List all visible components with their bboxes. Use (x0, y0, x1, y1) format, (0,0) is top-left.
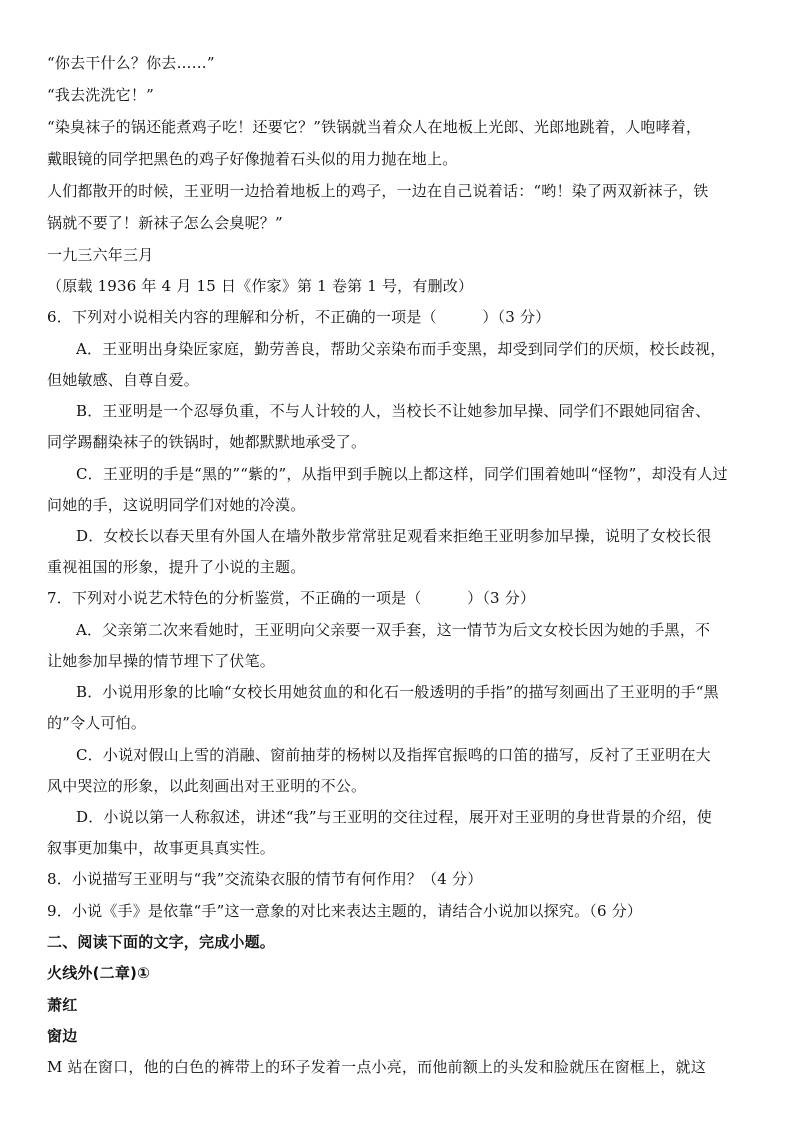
paragraph-line: “染臭袜子的锅还能煮鸡子吃！还要它？”铁锅就当着众人在地板上光郎、光郎地跳着，人咆哮着， (47, 118, 702, 136)
option-a: A．王亚明出身染匠家庭，勤劳善良，帮助父亲染布而手变黑，却受到同学们的厌烦，校长歧视， (76, 340, 726, 358)
option-d-cont: 重视祖国的形象，提升了小说的主题。 (47, 558, 306, 576)
option-a: A．父亲第二次来看她时，王亚明向父亲要一双手套，这一情节为后文女校长因为她的手黑，不 (76, 621, 711, 639)
question-9: 9．小说《手》是依靠“手”这一意象的对比来表达主题的，请结合小说加以探究。（6 分） (47, 902, 643, 920)
story-title: 火线外(二章)① (47, 964, 151, 982)
section-heading: 二、阅读下面的文字，完成小题。 (47, 933, 276, 951)
question-8: 8．小说描写王亚明与“我”交流染衣服的情节有何作用？（4 分） (47, 870, 483, 888)
option-d: D．小说以第一人称叙述，讲述“我”与王亚明的交往过程，展开对王亚明的身世背景的介绍，使 (76, 808, 712, 826)
paragraph-line: 戴眼镜的同学把黑色的鸡子好像抛着石头似的用力抛在地上。 (47, 150, 458, 168)
option-a-cont: 让她参加早操的情节埋下了伏笔。 (47, 652, 276, 670)
option-b-cont: 的”令人可怕。 (47, 714, 147, 732)
option-b: B．小说用形象的比喻“女校长用她贫血的和化石一般透明的手指”的描写刻画出了王亚明的手“黑 (76, 683, 719, 701)
option-b-cont: 同学踢翻染袜子的铁锅时，她都默默地承受了。 (47, 433, 367, 451)
question-6-stem: 6．下列对小说相关内容的理解和分析，不正确的一项是（ ）（3 分） (47, 308, 551, 326)
option-c-cont: 问她的手，这说明同学们对她的冷漠。 (47, 496, 306, 514)
dialogue-line: “你去干什么？你去……” (47, 54, 215, 72)
option-c: C．王亚明的手是“黑的”“紫的”，从指甲到手腕以上都这样，同学们围着她叫“怪物”，却没有人过 (76, 465, 728, 483)
paragraph-line: 人们都散开的时候，王亚明一边拾着地板上的鸡子，一边在自己说着话：“哟！染了两双新袜子，铁 (47, 182, 709, 200)
question-7-stem: 7．下列对小说艺术特色的分析鉴赏，不正确的一项是（ ）（3 分） (47, 589, 536, 607)
option-b: B．王亚明是一个忍辱负重，不与人计较的人，当校长不让她参加早操、同学们不跟她同宿舍、 (76, 402, 711, 420)
paragraph-line: M 站在窗口，他的白色的裤带上的环子发着一点小亮，而他前额上的头发和脸就压在窗框上，就这 (47, 1058, 706, 1076)
option-a-cont: 但她敏感、自尊自爱。 (47, 371, 200, 389)
option-c: C．小说对假山上雪的消融、窗前抽芽的杨树以及指挥官振鸣的口笛的描写，反衬了王亚明在大 (76, 746, 711, 764)
dialogue-line: “我去洗洗它！” (47, 86, 154, 104)
option-d-cont: 叙事更加集中，故事更具真实性。 (47, 839, 276, 857)
source-note: （原载 1936 年 4 月 15 日《作家》第 1 卷第 1 号，有删改） (47, 277, 474, 295)
option-d: D．女校长以春天里有外国人在墙外散步常常驻足观看来拒绝王亚明参加早操，说明了女校长很 (76, 527, 712, 545)
paragraph-line: 锅就不要了！新袜子怎么会臭呢？” (47, 214, 283, 232)
story-author: 萧红 (47, 996, 78, 1014)
chapter-title: 窗边 (47, 1027, 78, 1045)
story-date: 一九三六年三月 (47, 246, 154, 264)
option-c-cont: 风中哭泣的形象，以此刻画出对王亚明的不公。 (47, 777, 367, 795)
